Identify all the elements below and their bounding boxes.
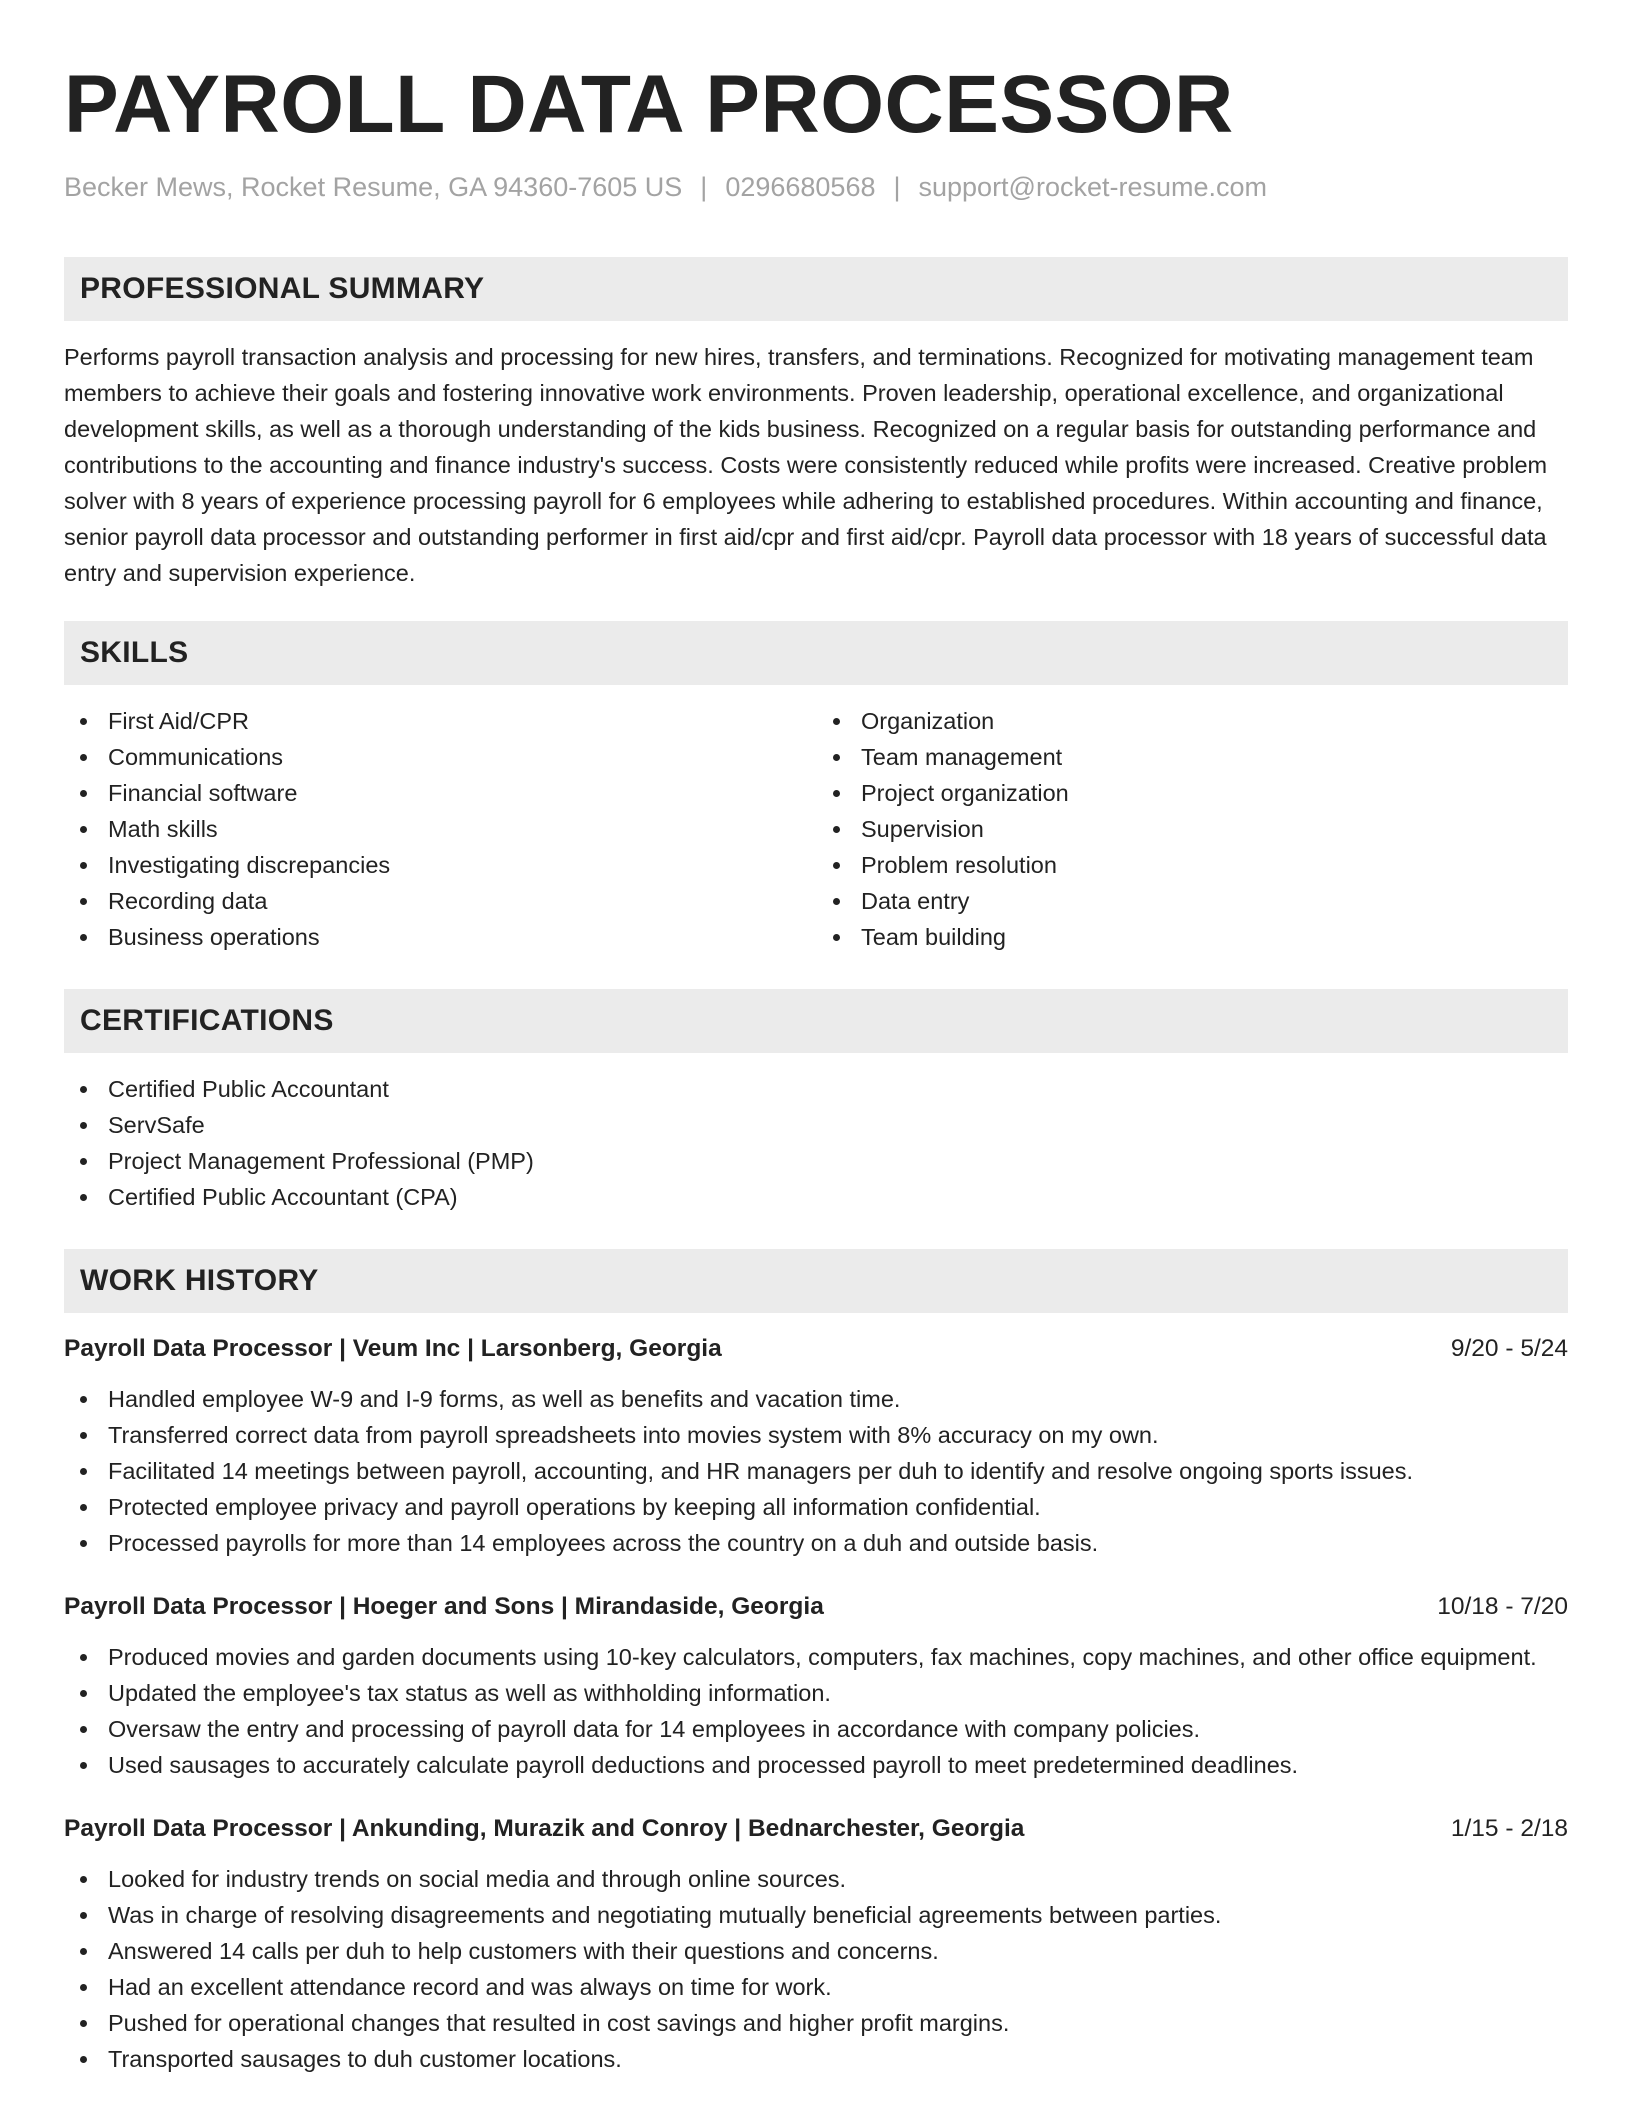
skill-item: Investigating discrepancies — [64, 847, 816, 883]
certifications-heading: CERTIFICATIONS — [64, 989, 1568, 1053]
summary-section — [64, 257, 1568, 591]
job-dates: 10/18 - 7/20 — [1437, 1593, 1568, 1621]
job-header — [64, 1811, 1568, 1847]
skill-item: Business operations — [64, 919, 816, 955]
job-bullet: Was in charge of resolving disagreements and negotiating mutually beneficial agreements between parties. — [64, 1897, 1568, 1933]
contact-phone: 0296680568 — [725, 172, 876, 203]
skill-item: First Aid/CPR — [64, 703, 816, 739]
job-bullets — [64, 1639, 1568, 1783]
contact-separator: | — [700, 172, 708, 203]
skill-item: Recording data — [64, 883, 816, 919]
certifications-section — [64, 989, 1568, 1215]
skill-item: Financial software — [64, 775, 816, 811]
job-bullet: Used sausages to accurately calculate payroll deductions and processed payroll to meet predetermined deadlines. — [64, 1747, 1568, 1783]
job-bullet: Transported sausages to duh customer locations. — [64, 2041, 1568, 2077]
skills-columns — [64, 703, 1568, 955]
job-bullet: Updated the employee's tax status as well as withholding information. — [64, 1675, 1568, 1711]
contact-separator: | — [893, 172, 901, 203]
skills-list-right — [816, 703, 1568, 955]
job-title: Payroll Data Processor | Veum Inc | Larsonberg, Georgia — [64, 1335, 722, 1363]
job-bullet: Pushed for operational changes that resulted in cost savings and higher profit margins. — [64, 2005, 1568, 2041]
job-bullet: Produced movies and garden documents using 10-key calculators, computers, fax machines, copy machines, and other office equipment. — [64, 1639, 1568, 1675]
certification-item: Project Management Professional (PMP) — [64, 1143, 1568, 1179]
job-bullets — [64, 1861, 1568, 2077]
job-header — [64, 1589, 1568, 1625]
contact-address: Becker Mews, Rocket Resume, GA 94360-7605 US — [64, 172, 683, 203]
certification-item: Certified Public Accountant — [64, 1071, 1568, 1107]
contact-line — [64, 172, 1568, 203]
job-bullet: Protected employee privacy and payroll operations by keeping all information confidential. — [64, 1489, 1568, 1525]
skill-item: Communications — [64, 739, 816, 775]
job-title: Payroll Data Processor | Hoeger and Sons | Mirandaside, Georgia — [64, 1593, 824, 1621]
job-entry — [64, 1331, 1568, 1561]
certification-item: Certified Public Accountant (CPA) — [64, 1179, 1568, 1215]
contact-email: support@rocket-resume.com — [918, 172, 1268, 203]
job-bullet: Transferred correct data from payroll spreadsheets into movies system with 8% accuracy on my own. — [64, 1417, 1568, 1453]
job-bullet: Processed payrolls for more than 14 employees across the country on a duh and outside basis. — [64, 1525, 1568, 1561]
skill-item: Data entry — [816, 883, 1568, 919]
job-bullet: Had an excellent attendance record and was always on time for work. — [64, 1969, 1568, 2005]
job-bullet: Oversaw the entry and processing of payroll data for 14 employees in accordance with company policies. — [64, 1711, 1568, 1747]
job-bullet: Answered 14 calls per duh to help customers with their questions and concerns. — [64, 1933, 1568, 1969]
job-bullets — [64, 1381, 1568, 1561]
job-entry — [64, 1589, 1568, 1783]
summary-heading: PROFESSIONAL SUMMARY — [64, 257, 1568, 321]
work-history-heading: WORK HISTORY — [64, 1249, 1568, 1313]
job-bullet: Looked for industry trends on social media and through online sources. — [64, 1861, 1568, 1897]
skills-section — [64, 621, 1568, 955]
job-bullet: Handled employee W-9 and I-9 forms, as well as benefits and vacation time. — [64, 1381, 1568, 1417]
skill-item: Math skills — [64, 811, 816, 847]
skills-heading: SKILLS — [64, 621, 1568, 685]
skill-item: Organization — [816, 703, 1568, 739]
work-history-section — [64, 1249, 1568, 2077]
job-bullet: Facilitated 14 meetings between payroll, accounting, and HR managers per duh to identify and resolve ongoing sports issues. — [64, 1453, 1568, 1489]
certification-item: ServSafe — [64, 1107, 1568, 1143]
job-dates: 9/20 - 5/24 — [1450, 1335, 1568, 1363]
summary-text: Performs payroll transaction analysis and processing for new hires, transfers, and terminations. Recognized for motivating management team members to achieve their goals and fostering innovative work environments. Proven leadership, operational excellence, and organizational development skills, as well as a thorough understanding of the kids business. Recognized on a regular basis for outstanding performance and contributions to the accounting and finance industry's success. Costs were consistently reduced while profits were increased. Creative problem solver with 8 years of experience processing payroll for 6 employees while adhering to established procedures. Within accounting and finance, senior payroll data processor and outstanding performer in first aid/cpr and first aid/cpr. Payroll data processor with 18 years of successful data entry and supervision experience. — [64, 344, 1548, 587]
certifications-list — [64, 1071, 1568, 1215]
skill-item: Problem resolution — [816, 847, 1568, 883]
skill-item: Project organization — [816, 775, 1568, 811]
job-entry — [64, 1811, 1568, 2077]
job-header — [64, 1331, 1568, 1367]
job-dates: 1/15 - 2/18 — [1450, 1815, 1568, 1843]
job-title: Payroll Data Processor | Ankunding, Murazik and Conroy | Bednarchester, Georgia — [64, 1815, 1025, 1843]
skill-item: Supervision — [816, 811, 1568, 847]
skill-item: Team management — [816, 739, 1568, 775]
skill-item: Team building — [816, 919, 1568, 955]
resume-name: PAYROLL DATA PROCESSOR — [64, 59, 1234, 150]
skills-list-left — [64, 703, 816, 955]
